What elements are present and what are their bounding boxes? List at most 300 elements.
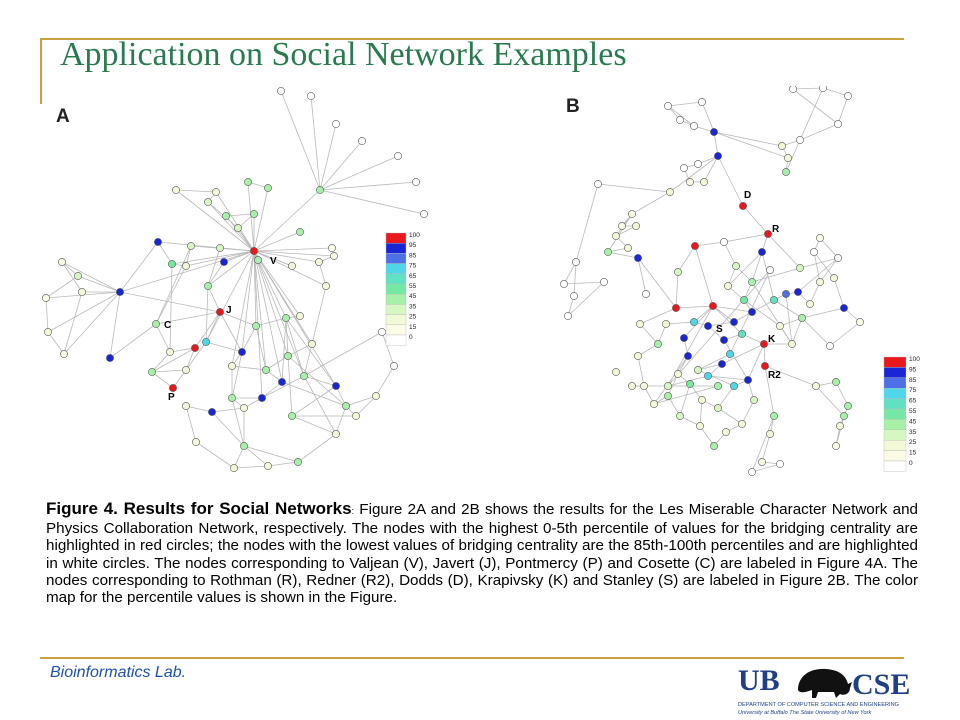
graph-a-edge <box>208 286 220 312</box>
colormap-b-tick-label: 45 <box>909 418 917 426</box>
graph-b-node <box>770 412 777 419</box>
graph-a-node <box>238 348 245 355</box>
graph-b-node <box>690 318 697 325</box>
graph-a-node <box>216 308 223 315</box>
graph-a-node <box>191 344 198 351</box>
graph-a-node <box>42 294 49 301</box>
graph-b-node <box>764 230 771 237</box>
graph-b-node <box>560 280 567 287</box>
graph-b-edge <box>670 156 718 192</box>
graph-b-node <box>788 340 795 347</box>
graph-b-node <box>662 320 669 327</box>
graph-a-node <box>316 186 323 193</box>
graph-b-node <box>654 340 661 347</box>
graph-a-node <box>412 178 419 185</box>
graph-b-node <box>722 428 729 435</box>
graph-b-node <box>856 318 863 325</box>
graph-b-node <box>674 268 681 275</box>
colormap-b-tick-label: 95 <box>909 366 917 374</box>
graph-b-node <box>720 238 727 245</box>
colormap-a-swatch <box>386 335 406 345</box>
graph-b-edges <box>564 88 860 472</box>
graph-b-node <box>789 86 796 93</box>
graph-b-node <box>732 262 739 269</box>
graph-b-node <box>618 222 625 229</box>
graph-b-node <box>844 92 851 99</box>
graph-a-edge <box>48 332 64 354</box>
colormap-a-swatch <box>386 243 406 253</box>
graph-b-edge <box>695 246 713 306</box>
graph-b-edge <box>676 306 713 308</box>
graph-a-edge <box>186 406 196 442</box>
graph-b-node <box>664 102 671 109</box>
graph-b-edge <box>640 308 676 324</box>
graph-b-node <box>612 368 619 375</box>
bottom-rule <box>40 657 904 659</box>
graph-b-node <box>738 420 745 427</box>
graph-b-edge <box>632 192 670 214</box>
graph-b-node <box>770 296 777 303</box>
graph-a-edge <box>254 190 320 251</box>
graph-a-node <box>208 408 215 415</box>
graph-b-node <box>758 248 765 255</box>
graph-a-node <box>222 212 229 219</box>
graph-b-node <box>832 442 839 449</box>
graph-b-node <box>812 382 819 389</box>
graph-b-node <box>650 400 657 407</box>
graph-b-edge <box>668 102 702 106</box>
graph-b-edge <box>724 234 768 242</box>
graph-b-node <box>686 178 693 185</box>
colormap-a-tick-label: 100 <box>409 232 420 239</box>
graph-a-node <box>300 372 307 379</box>
graph-b-edge <box>654 386 718 404</box>
graph-a-edges <box>46 91 424 468</box>
graph-b-node <box>632 222 639 229</box>
colormap-b-tick-label: 0 <box>909 460 913 467</box>
graph-a-edge <box>48 292 120 332</box>
colormap-b-swatch <box>884 430 906 440</box>
graph-a-edge <box>311 96 320 190</box>
graph-a-node <box>44 328 51 335</box>
graph-a-edge <box>254 248 332 251</box>
graph-a-node <box>152 320 159 327</box>
graph-b-node <box>782 168 789 175</box>
slide-title: Application on Social Network Examples <box>60 36 627 73</box>
caption-colon: : <box>351 506 355 516</box>
graph-b-edge <box>640 324 658 344</box>
graph-b-edge <box>743 206 768 234</box>
graph-a-node <box>187 242 194 249</box>
node-label-v: V <box>270 256 277 267</box>
graph-b-node <box>710 128 717 135</box>
graph-a-node <box>154 238 161 245</box>
graph-a-edge <box>254 251 304 376</box>
graph-b-node <box>750 396 757 403</box>
graph-a-edge <box>244 446 298 462</box>
graph-a-edge <box>196 442 234 468</box>
graph-a-edge <box>110 324 156 358</box>
graph-b-edge <box>700 400 702 426</box>
colormap-a <box>386 232 420 345</box>
colormap-a-tick-label: 75 <box>409 262 417 270</box>
graph-b-node <box>834 120 841 127</box>
graph-b-edge <box>724 340 748 380</box>
graph-b-node <box>826 342 833 349</box>
graph-b-node <box>676 412 683 419</box>
caption-heading: Figure 4. Results for Social Networks <box>46 499 352 518</box>
graph-a-node <box>204 282 211 289</box>
footer-lab-name: Bioinformatics Lab. <box>50 664 187 681</box>
graph-b-node <box>748 308 755 315</box>
graph-b-node <box>698 98 705 105</box>
graph-b-edge <box>752 268 800 282</box>
graph-a-node <box>250 247 257 254</box>
graph-b-node <box>778 142 785 149</box>
graph-b-edge <box>830 322 860 346</box>
graph-b-node <box>782 290 789 297</box>
colormap-a-tick-label: 45 <box>409 293 417 301</box>
graph-a-node <box>182 262 189 269</box>
graph-a-edge <box>242 251 254 352</box>
graph-a-edge <box>254 188 268 251</box>
graph-b-node <box>694 366 701 373</box>
graph-a-edge <box>186 406 212 412</box>
buffalo-icon <box>798 669 852 698</box>
graph-b-edge <box>666 322 694 324</box>
graph-b-node <box>714 152 721 159</box>
graph-b-edge <box>718 156 743 206</box>
graph-b-node <box>720 336 727 343</box>
graph-b-edge <box>574 262 576 296</box>
graph-a-node <box>264 462 271 469</box>
graph-b-node <box>666 188 673 195</box>
graph-b-node <box>730 382 737 389</box>
graph-a-node <box>116 288 123 295</box>
graph-a-node <box>254 256 261 263</box>
graph-b-node <box>844 402 851 409</box>
graph-b-node <box>776 460 783 467</box>
colormap-b-tick-label: 100 <box>909 356 920 363</box>
graph-a-edge <box>152 370 186 372</box>
graph-b-node <box>691 242 698 249</box>
graph-a-edge <box>46 298 48 332</box>
colormap-b-tick-label: 85 <box>909 376 917 384</box>
graph-b-node <box>564 312 571 319</box>
colormap-a-swatch <box>386 274 406 284</box>
graph-a-node <box>307 92 314 99</box>
graph-b-edge <box>816 386 844 416</box>
graph-a-node <box>244 178 251 185</box>
graph-b-node <box>600 278 607 285</box>
graph-b-node <box>686 380 693 387</box>
graph-b-edge <box>838 96 848 124</box>
graph-b-node <box>766 430 773 437</box>
graph-a-node <box>78 288 85 295</box>
graph-b-edge <box>708 376 748 380</box>
graph-a-node <box>220 258 227 265</box>
graph-a-node <box>358 137 365 144</box>
graph-b-node <box>810 248 817 255</box>
colormap-b-swatch <box>884 461 906 471</box>
graph-a-node <box>372 392 379 399</box>
graph-a-node <box>168 260 175 267</box>
graph-b-node <box>840 412 847 419</box>
graph-b-edge <box>762 434 770 462</box>
graph-a-node <box>228 362 235 369</box>
graph-a-node <box>182 402 189 409</box>
graph-b-node <box>636 320 643 327</box>
colormap-b-swatch <box>884 451 906 461</box>
graph-a-edge <box>64 292 82 354</box>
graph-b-node <box>676 116 683 123</box>
colormap-a-swatch <box>386 264 406 274</box>
colormap-b-tick-label: 65 <box>909 397 917 405</box>
graph-b-node <box>680 164 687 171</box>
panel-label-a: A <box>56 106 70 127</box>
graph-b-edge <box>802 318 830 346</box>
graph-b-node <box>836 422 843 429</box>
graph-a-node <box>204 198 211 205</box>
colormap-b-swatch <box>884 388 906 398</box>
graph-b-nodes <box>560 86 863 476</box>
colormap-b <box>884 356 920 471</box>
graph-a-edge <box>281 91 320 190</box>
graph-b-node <box>806 300 813 307</box>
graph-b-node <box>704 322 711 329</box>
graph-a-edge <box>312 286 326 344</box>
graph-b-edge <box>836 382 848 406</box>
graph-a-node <box>264 184 271 191</box>
graph-a-edge <box>256 326 266 370</box>
graph-a-edge <box>254 232 300 251</box>
graph-b-node <box>798 314 805 321</box>
graph-a-node <box>378 328 385 335</box>
graph-a-edge <box>254 251 334 256</box>
graph-a-edge <box>120 292 220 312</box>
graph-b-node <box>698 396 705 403</box>
graph-b-node <box>794 288 801 295</box>
logo-university: University at Buffalo The State University of New York <box>738 710 872 716</box>
colormap-a-swatch <box>386 304 406 314</box>
graph-b-edge <box>834 278 844 308</box>
graph-a-edge <box>176 190 216 192</box>
node-label-r2: R2 <box>768 370 781 381</box>
graph-b-node <box>834 254 841 261</box>
graph-b-node <box>628 210 635 217</box>
graph-b-node <box>784 154 791 161</box>
colormap-a-tick-label: 85 <box>409 252 417 260</box>
colormap-a-tick-label: 95 <box>409 242 417 250</box>
graph-a-node <box>169 384 176 391</box>
graph-b-node <box>640 382 647 389</box>
colormap-a-swatch <box>386 315 406 325</box>
graph-a-node <box>58 258 65 265</box>
graph-b-edge <box>752 464 780 472</box>
graph-b-node <box>704 372 711 379</box>
graph-b-node <box>570 292 577 299</box>
graph-a-node <box>352 412 359 419</box>
graph-b-node <box>672 304 679 311</box>
graph-b-node <box>724 282 731 289</box>
node-label-s: S <box>716 324 723 335</box>
graph-a-node <box>390 362 397 369</box>
graph-a-node <box>212 188 219 195</box>
graph-b-edge <box>742 400 754 424</box>
colormap-b-swatch <box>884 399 906 409</box>
graph-b-node <box>738 330 745 337</box>
colormap-a-swatch <box>386 233 406 243</box>
graph-b-node <box>840 304 847 311</box>
graph-b-node <box>744 376 751 383</box>
graph-b-node <box>740 296 747 303</box>
node-label-k: K <box>768 334 776 345</box>
graph-a-edge <box>292 386 336 416</box>
graph-b-node <box>674 370 681 377</box>
logo-brand: CSE <box>852 668 911 701</box>
colormap-b-tick-label: 35 <box>909 428 917 436</box>
graph-a-edge <box>208 262 224 286</box>
graph-b-edge <box>608 252 638 258</box>
graph-a-node <box>420 210 427 217</box>
graph-a-node <box>294 458 301 465</box>
graph-a-node <box>288 412 295 419</box>
node-label-c: C <box>164 320 172 331</box>
graph-b-edge <box>718 386 734 408</box>
graph-a-edge <box>208 202 254 251</box>
colormap-a-tick-label: 25 <box>409 313 417 321</box>
graph-a-edge <box>176 190 254 251</box>
graph-a-edge <box>232 366 266 370</box>
colormap-a-tick-label: 55 <box>409 283 417 290</box>
logo-dept: DEPARTMENT OF COMPUTER SCIENCE AND ENGINEERING <box>738 702 899 708</box>
graph-a-edge <box>62 262 120 292</box>
graph-b-node <box>830 274 837 281</box>
colormap-a-swatch <box>386 325 406 335</box>
graph-b-node <box>664 392 671 399</box>
graph-a-edge <box>304 332 382 376</box>
graph-b-node <box>726 350 733 357</box>
graph-b-edge <box>793 89 838 124</box>
network-graph-a <box>36 86 446 476</box>
graph-a-node <box>282 314 289 321</box>
graph-a-edge <box>212 412 244 446</box>
graph-a-edge <box>170 264 172 352</box>
graph-b-edge <box>748 344 764 380</box>
graph-b-node <box>634 254 641 261</box>
graph-a-node <box>240 404 247 411</box>
graph-b-edge <box>680 384 690 416</box>
graph-a-edge <box>120 242 158 292</box>
graph-a-node <box>296 312 303 319</box>
graph-b-node <box>594 180 601 187</box>
graph-b-edge <box>704 156 718 182</box>
graph-b-node <box>664 382 671 389</box>
colormap-b-swatch <box>884 419 906 429</box>
graph-a-edge <box>376 366 394 396</box>
graph-a-node <box>252 322 259 329</box>
graph-b-node <box>766 266 773 273</box>
graph-a-node <box>250 210 257 217</box>
graph-a-node <box>202 338 209 345</box>
node-label-r: R <box>772 224 780 235</box>
graph-b-edge <box>576 184 598 262</box>
logo-mark: UB <box>738 664 780 697</box>
graph-b-node <box>700 178 707 185</box>
graph-b-node <box>718 360 725 367</box>
graph-a-node <box>332 382 339 389</box>
figure-caption <box>46 500 918 606</box>
ub-cse-logo <box>736 660 916 716</box>
graph-b-node <box>714 404 721 411</box>
graph-a-node <box>332 430 339 437</box>
network-graph-b <box>548 86 938 482</box>
graph-a-node <box>394 152 401 159</box>
colormap-a-tick-label: 0 <box>409 334 413 341</box>
colormap-b-swatch <box>884 440 906 450</box>
graph-a-nodes <box>42 87 427 471</box>
graph-b-node <box>816 234 823 241</box>
graph-b-edge <box>702 102 714 132</box>
colormap-b-tick-label: 55 <box>909 408 917 415</box>
graph-a-edge <box>158 242 172 264</box>
graph-a-node <box>230 464 237 471</box>
colormap-b-swatch <box>884 378 906 388</box>
node-label-d: D <box>744 190 752 201</box>
graph-b-node <box>572 258 579 265</box>
graph-b-node <box>604 248 611 255</box>
graph-b-edge <box>564 282 604 284</box>
graph-b-edge <box>684 306 713 338</box>
graph-a-edge <box>208 248 220 286</box>
graph-b-edge <box>676 272 678 308</box>
graph-a-node <box>330 252 337 259</box>
graph-a-node <box>288 262 295 269</box>
graph-a-edge <box>244 446 268 466</box>
graph-a-edge <box>216 192 254 251</box>
graph-b-node <box>748 468 755 475</box>
colormap-b-swatch <box>884 367 906 377</box>
graph-a-edge <box>282 318 286 382</box>
graph-b-node <box>612 232 619 239</box>
graph-b-edge <box>695 242 724 246</box>
graph-a-edge <box>292 416 336 434</box>
graph-b-node <box>819 86 826 92</box>
graph-a-edge <box>288 356 292 416</box>
graph-a-node <box>148 368 155 375</box>
graph-b-node <box>624 244 631 251</box>
graph-a-edge <box>120 251 254 292</box>
graph-b-edge <box>724 242 736 266</box>
graph-a-edge <box>152 352 170 372</box>
graph-a-node <box>315 258 322 265</box>
panel-label-b: B <box>566 96 580 117</box>
colormap-a-tick-label: 65 <box>409 272 417 280</box>
colormap-a-tick-label: 15 <box>409 323 417 331</box>
graph-a-node <box>258 394 265 401</box>
colormap-a-swatch <box>386 253 406 263</box>
graph-a-node <box>234 224 241 231</box>
graph-a-node <box>322 282 329 289</box>
graph-a-node <box>284 352 291 359</box>
graph-b-node <box>761 362 768 369</box>
graph-a-node <box>192 438 199 445</box>
graph-b-edge <box>678 246 695 272</box>
graph-a-node <box>278 378 285 385</box>
colormap-a-swatch <box>386 294 406 304</box>
graph-a-node <box>332 120 339 127</box>
graph-b-edge <box>792 318 802 344</box>
